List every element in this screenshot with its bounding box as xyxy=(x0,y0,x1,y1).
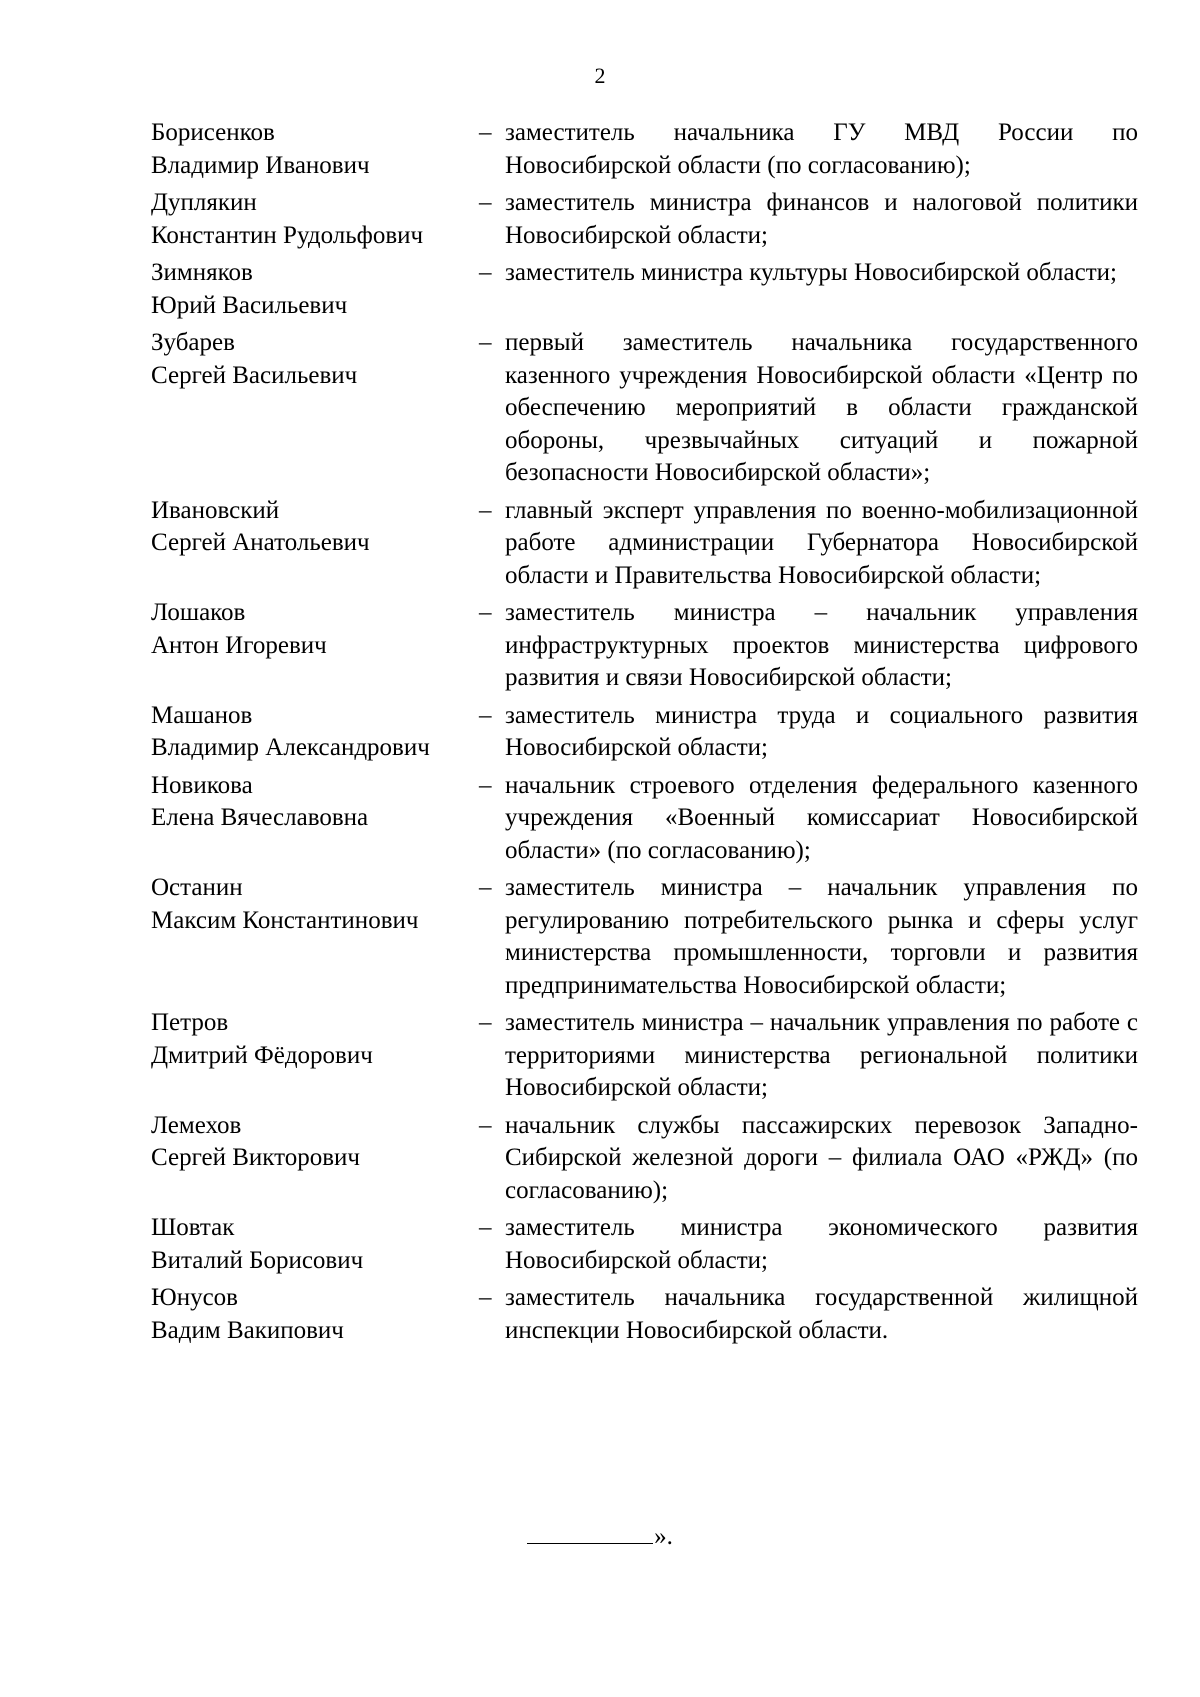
dash-separator: – xyxy=(479,189,492,216)
member-given-name: Вадим Вакипович xyxy=(151,1316,344,1344)
dash-separator: – xyxy=(479,496,492,524)
member-name xyxy=(151,187,479,252)
member-name xyxy=(151,1110,479,1175)
member-position: заместитель министра – начальник управления инфраструктурных проектов министерства цифрового развития и связи Новосибирской области; xyxy=(505,599,1138,691)
member-position: заместитель министра культуры Новосибирской области; xyxy=(505,259,1117,286)
document-closing xyxy=(0,1521,1200,1552)
list-item xyxy=(151,1282,1138,1347)
list-item xyxy=(151,327,1138,490)
member-name xyxy=(151,700,479,765)
member-given-name: Максим Константинович xyxy=(151,906,419,934)
member-surname: Дуплякин xyxy=(151,189,257,216)
member-surname: Лемехов xyxy=(151,1111,242,1139)
member-position: заместитель начальника ГУ МВД России по Новосибирской области (по согласованию); xyxy=(505,119,1138,179)
list-item xyxy=(151,872,1138,1002)
member-given-name: Владимир Александрович xyxy=(151,734,430,761)
list-item xyxy=(151,700,1138,765)
dash-separator: – xyxy=(479,1284,492,1311)
member-given-name: Сергей Васильевич xyxy=(151,361,358,389)
member-list xyxy=(151,117,1138,1352)
dash-separator: – xyxy=(479,259,492,286)
list-item xyxy=(151,1007,1138,1105)
list-item xyxy=(151,1212,1138,1277)
member-given-name: Дмитрий Фёдорович xyxy=(151,1041,373,1069)
list-item xyxy=(151,770,1138,868)
page-number: 2 xyxy=(594,63,606,88)
member-given-name: Владимир Иванович xyxy=(151,151,370,179)
member-given-name: Сергей Анатольевич xyxy=(151,529,370,556)
member-surname: Останин xyxy=(151,874,243,901)
member-position: заместитель министра труда и социального развития Новосибирской области; xyxy=(505,701,1138,761)
member-name xyxy=(151,770,479,835)
member-surname: Зимняков xyxy=(151,259,253,286)
member-name xyxy=(151,257,479,322)
member-name xyxy=(151,117,479,182)
closing-mark: ». xyxy=(654,1523,673,1550)
member-surname: Шовтак xyxy=(151,1214,235,1241)
member-name xyxy=(151,1212,479,1277)
member-position: заместитель министра – начальник управления по регулированию потребительского рынка и сферы услуг министерства промышленности, торговли и развития предпринимательства Новосибирской области; xyxy=(505,874,1138,999)
dash-separator: – xyxy=(479,701,492,729)
member-name xyxy=(151,1007,479,1072)
member-position: заместитель начальника государственной жилищной инспекции Новосибирской области. xyxy=(505,1284,1138,1344)
member-name xyxy=(151,495,479,560)
member-surname: Юнусов xyxy=(151,1284,238,1311)
member-position: начальник строевого отделения федерального казенного учреждения «Военный комиссариат Новосибирской области» (по согласованию); xyxy=(505,771,1138,864)
closing-underline xyxy=(527,1521,653,1544)
dash-separator: – xyxy=(479,1111,492,1139)
member-name xyxy=(151,327,479,392)
member-given-name: Юрий Васильевич xyxy=(151,291,348,319)
member-surname: Лошаков xyxy=(151,599,246,626)
member-surname: Зубарев xyxy=(151,329,235,356)
member-position: начальник службы пассажирских перевозок Западно-Сибирской железной дороги – филиала ОАО «РЖД» (по согласованию); xyxy=(505,1111,1138,1204)
member-given-name: Виталий Борисович xyxy=(151,1246,364,1274)
member-name xyxy=(151,1282,479,1347)
member-name xyxy=(151,597,479,662)
member-given-name: Антон Игоревич xyxy=(151,631,327,659)
member-position: заместитель министра финансов и налоговой политики Новосибирской области; xyxy=(505,189,1138,249)
member-position: первый заместитель начальника государственного казенного учреждения Новосибирской области «Центр по обеспечению мероприятий в области гражданской обороны, чрезвычайных ситуаций и пожарной безопасности Новосибирской области»; xyxy=(505,329,1138,486)
list-item xyxy=(151,117,1138,182)
member-given-name: Сергей Викторович xyxy=(151,1144,360,1171)
member-surname: Новикова xyxy=(151,771,253,799)
list-item xyxy=(151,257,1138,322)
member-given-name: Елена Вячеславовна xyxy=(151,804,369,831)
member-position: заместитель министра – начальник управления по работе с территориями министерства региональной политики Новосибирской области; xyxy=(505,1009,1138,1101)
dash-separator: – xyxy=(479,874,492,901)
member-surname: Ивановский xyxy=(151,496,280,524)
list-item xyxy=(151,495,1138,593)
dash-separator: – xyxy=(479,1009,492,1036)
list-item xyxy=(151,1110,1138,1208)
member-surname: Борисенков xyxy=(151,119,275,146)
list-item xyxy=(151,597,1138,695)
dash-separator: – xyxy=(479,329,492,356)
member-surname: Машанов xyxy=(151,701,253,729)
member-given-name: Константин Рудольфович xyxy=(151,221,424,249)
list-item xyxy=(151,187,1138,252)
dash-separator: – xyxy=(479,771,492,799)
member-surname: Петров xyxy=(151,1009,229,1036)
member-position: заместитель министра экономического развития Новосибирской области; xyxy=(505,1214,1138,1274)
dash-separator: – xyxy=(479,1214,492,1241)
member-position: главный эксперт управления по военно-мобилизационной работе администрации Губернатора Новосибирской области и Правительства Новосибирской области; xyxy=(505,496,1138,589)
member-name xyxy=(151,872,479,937)
dash-separator: – xyxy=(479,599,492,626)
dash-separator: – xyxy=(479,119,492,146)
